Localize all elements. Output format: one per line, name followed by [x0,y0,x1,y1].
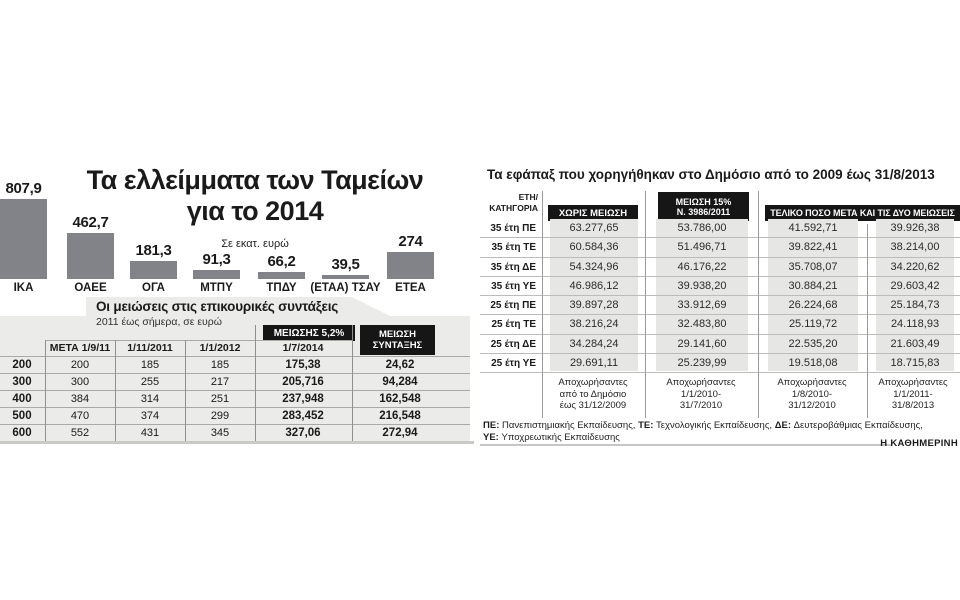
lump-period-line: 31/12/2010 [788,400,836,411]
lump-cell: 63.277,65 [569,222,619,234]
lump-cell: 34.284,24 [569,338,619,350]
cuts-cell: 300 [70,376,90,388]
reduction-5-2-percent-badge: ΜΕΙΩΣΗΣ 5,2% [263,325,355,341]
footnote-abbr: ΥΕ: [483,432,502,443]
cuts-cell: 384 [70,393,90,405]
footnote-text: Δευτεροβάθμιας Εκπαίδευσης, [793,420,923,431]
lump-period-line: από το Δημόσιο [559,388,627,400]
footnote-abbr: ΤΕ: [638,420,657,431]
lump-row-label: 35 έτη ΠΕ [490,223,536,234]
lump-period-footer [757,377,867,412]
lump-cell: 22.535,20 [788,338,838,350]
bar-ΟΓΑ [130,261,177,279]
bar-ΜΤΠΥ [193,270,240,279]
lump-cell: 46.176,22 [677,261,727,273]
lump-row-label: 25 έτη ΤΕ [491,319,536,330]
final-amount-badge: ΤΕΛΙΚΟ ΠΟΣΟ ΜΕΤΑ ΚΑΙ ΤΙΣ ΔΥΟ ΜΕΙΩΣΕΙΣ [765,205,960,221]
lump-cell: 39.897,28 [569,299,619,311]
cuts-cell: 431 [140,427,160,439]
lump-cell: 25.239,99 [677,357,727,369]
cuts-cell: 470 [70,410,90,422]
lump-period-line: 1/1/2010- [680,388,722,400]
lump-cell: 29.691,11 [569,357,619,369]
lump-cell: 51.496,71 [677,241,727,253]
lump-cell: 34.220,62 [890,261,940,273]
cuts-cell: 251 [210,393,230,405]
pension-reduction-badge-line1: ΜΕΙΩΣΗ [378,329,417,340]
cuts-row-label: 200 [12,359,32,371]
lump-table-title: Τα εφάπαξ που χορηγήθηκαν στο Δημόσιο από το 2009 έως 31/8/2013 [487,167,935,182]
lump-cell: 54.324,96 [569,261,619,273]
cuts-cell: 24,62 [385,359,415,371]
bar-ΕΤΕΑ [387,252,434,279]
footnote-text: Τεχνολογικής Εκπαίδευσης, [656,420,775,431]
cuts-cell: 216,548 [379,410,421,422]
lump-cell: 29.603,42 [890,280,940,292]
no-reduction-badge: ΧΩΡΙΣ ΜΕΙΩΣΗ [548,205,638,221]
bar-ΟΑΕΕ [67,233,114,279]
lump-period-line: έως 31/12/2009 [559,400,627,411]
cuts-col-header: 1/7/2014 [282,342,324,354]
lump-cell: 38.214,00 [890,241,940,253]
bar-value-label: 274 [398,233,423,250]
years-category-corner-label [483,192,538,214]
lump-row-line [480,276,960,277]
lump-cell: 29.141,60 [677,338,727,350]
lump-row-line [480,257,960,258]
lump-period-line: 31/7/2010 [679,400,723,411]
lump-period-footer [646,377,756,412]
cuts-cell: 552 [70,427,90,439]
chart-title-line2: για το 2014 [186,196,324,226]
cuts-grid-line [45,340,46,441]
cuts-cell: 327,06 [285,427,321,439]
cuts-cell: 374 [140,410,160,422]
bar-ΤΠΔΥ [258,272,305,279]
chart-title-line1: Τα ελλείμματα των Ταμείων [86,165,424,195]
lump-row-line [480,372,960,373]
lump-cell: 53.786,00 [677,222,727,234]
lump-period-footer [538,377,648,412]
cuts-grid-line [255,325,256,441]
bar-category-label: ΟΑΕΕ [74,282,107,294]
lump-cell: 32.483,80 [677,318,727,330]
cuts-grid-line [0,424,470,425]
lump-cell: 30.884,21 [788,280,838,292]
reduction-15-badge-line2: Ν. 3986/2011 [676,206,731,217]
lump-period-line: 1/1/2011- [893,388,933,400]
footnote-abbr: ΠΕ: [483,420,502,431]
cuts-panel-bottom-edge [0,441,474,444]
cuts-cell: 217 [210,376,230,388]
lump-period-line: 1/8/2010- [791,388,833,400]
bar-category-label: (ΕΤΑΑ) ΤΣΑΥ [310,282,381,294]
lump-period-line: Αποχωρήσαντες [878,377,948,388]
cuts-cell: 255 [140,376,160,388]
lump-row-label: 25 έτη ΔΕ [490,339,536,350]
cuts-grid-line [0,407,470,408]
lump-period-line: Αποχωρήσαντες [558,377,628,388]
reduction-15-percent-badge [658,192,749,221]
corner-label-line2: ΚΑΤΗΓΟΡΙΑ [489,203,538,213]
cuts-table-subtitle: 2011 έως σήμερα, σε ευρώ [96,316,222,328]
lump-row-label: 35 έτη ΤΕ [491,242,536,253]
cuts-grid-line [352,325,353,441]
lump-cell: 39.938,20 [677,280,727,292]
cuts-cell: 205,716 [282,376,324,388]
lump-cell: 25.119,72 [788,318,838,330]
lump-cell: 19.518,08 [788,357,838,369]
cuts-row-label: 400 [12,393,32,405]
lump-cell: 26.224,68 [788,299,838,311]
bar-value-label: 807,9 [5,180,42,197]
lump-row-line [480,353,960,354]
lump-cell: 38.216,24 [569,318,619,330]
footnote-abbr: ΔΕ: [774,420,794,431]
footnote-text: Πανεπιστημιακής Εκπαίδευσης, [502,420,639,431]
cuts-grid-line [0,390,470,391]
lump-row-line [480,334,960,335]
cuts-cell: 237,948 [282,393,324,405]
lump-row-line [480,295,960,296]
lump-row-line [480,237,960,238]
cuts-row-label: 600 [12,427,32,439]
cuts-row-label: 300 [12,376,32,388]
cuts-cell: 345 [210,427,230,439]
cuts-cell: 272,94 [382,427,418,439]
cuts-grid-line [45,340,352,341]
lump-period-line: 31/8/2013 [891,400,935,411]
lump-cell: 24.118,93 [890,318,940,330]
bar-category-label: ΙΚΑ [13,282,34,294]
cuts-col-header: 1/1/2012 [199,342,241,354]
lump-period-line: Αποχωρήσαντες [777,377,847,388]
bar-(ΕΤΑΑ) ΤΣΑΥ [322,275,369,279]
chart-subtitle: Σε εκατ. ευρώ [221,238,289,250]
lump-row-label: 35 έτη ΔΕ [490,262,536,273]
cuts-row-label: 500 [12,410,32,422]
lump-cell: 46.986,12 [569,280,619,292]
bar-value-label: 181,3 [135,242,172,259]
reduction-15-badge-line1: ΜΕΙΩΣΗ 15% [675,196,732,207]
bar-category-label: ΤΠΔΥ [266,282,297,294]
lump-cell: 35.708,07 [788,261,838,273]
lump-cell: 60.584,36 [569,241,619,253]
newspaper-brand: Η ΚΑΘΗΜΕΡΙΝΗ [880,438,958,449]
cuts-grid-line [185,340,186,441]
pension-reduction-badge [360,325,435,355]
cuts-cell: 283,452 [282,410,324,422]
cuts-cell: 299 [210,410,230,422]
lump-row-line [480,314,960,315]
cuts-cell: 200 [70,359,90,371]
lump-cell: 25.184,73 [890,299,940,311]
lump-cell: 21.603,49 [890,338,940,350]
bar-ΙΚΑ [0,199,47,279]
lump-cell: 39.926,38 [890,222,940,234]
cuts-grid-line [0,373,470,374]
lump-row-label: 25 έτη ΠΕ [490,300,536,311]
lump-period-footer [858,377,960,412]
cuts-cell: 162,548 [379,393,421,405]
bar-value-label: 39,5 [331,256,360,273]
lump-cell: 18.715,83 [890,357,940,369]
bar-category-label: ΟΓΑ [142,282,165,294]
lump-row-label: 35 έτη ΥΕ [491,281,536,292]
bar-category-label: ΜΤΠΥ [200,282,233,294]
cuts-col-header: 1/11/2011 [127,342,173,354]
lump-cell: 33.912,69 [677,299,727,311]
bar-value-label: 462,7 [72,214,109,231]
cuts-cell: 94,284 [382,376,418,388]
cuts-col-header: ΜΕΤΑ 1/9/11 [49,342,111,354]
cuts-table-title: Οι μειώσεις στις επικουρικές συντάξεις [96,299,339,314]
bar-value-label: 66,2 [267,253,296,270]
cuts-cell: 314 [140,393,160,405]
corner-label-line1: ΕΤΗ/ [518,192,538,202]
bar-category-label: ΕΤΕΑ [395,282,426,294]
footnote-text: Υποχρεωτικής Εκπαίδευσης [501,432,620,443]
lump-row-label: 25 έτη ΥΕ [491,358,536,369]
cuts-grid-line [0,356,470,357]
cuts-grid-line [115,340,116,441]
lump-cell: 39.822,41 [788,241,838,253]
lump-cell: 41.592,71 [788,222,838,234]
cuts-cell: 175,38 [285,359,321,371]
cuts-cell: 185 [140,359,160,371]
lump-period-line: Αποχωρήσαντες [666,377,736,388]
pension-reduction-badge-line2: ΣΥΝΤΑΞΗΣ [372,340,423,351]
cuts-cell: 185 [210,359,230,371]
bar-value-label: 91,3 [202,251,231,268]
